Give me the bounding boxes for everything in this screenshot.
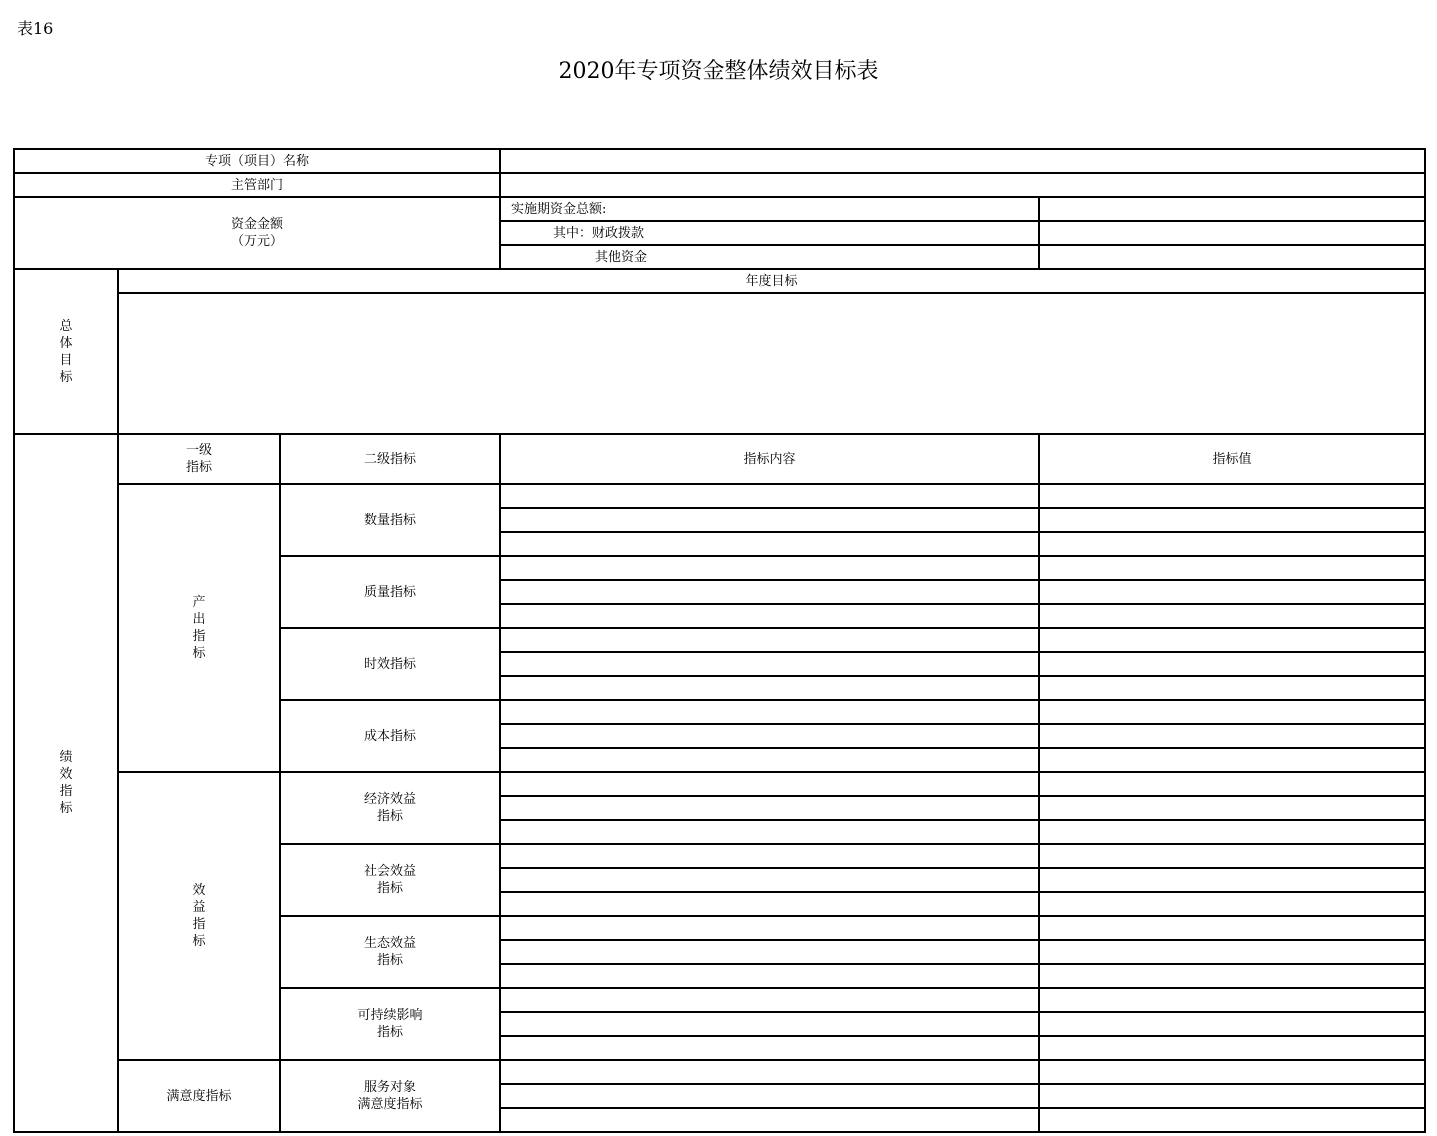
- indicator-value-cell[interactable]: [1039, 676, 1425, 700]
- department-label: 主管部门: [14, 173, 500, 197]
- performance-indicator-label: [14, 434, 118, 1132]
- level1-indicator-text: 益: [192, 900, 206, 915]
- indicator-value-cell[interactable]: [1039, 892, 1425, 916]
- level2-indicator-text: 满意度指标: [357, 1097, 423, 1112]
- level1-indicator-text: 标: [192, 934, 206, 949]
- indicator-value-cell[interactable]: [1039, 1012, 1425, 1036]
- indicator-content-cell[interactable]: [500, 1036, 1039, 1060]
- fund-total-label: [500, 197, 1039, 221]
- level2-indicator-text: 成本指标: [364, 728, 417, 744]
- indicator-value-cell[interactable]: [1039, 508, 1425, 532]
- indicator-content-cell[interactable]: [500, 508, 1039, 532]
- level2-indicator: [280, 628, 500, 700]
- indicator-value-cell[interactable]: [1039, 556, 1425, 580]
- fund-amount-title: 资金金额: [231, 217, 284, 232]
- indicator-content-cell[interactable]: [500, 628, 1039, 652]
- level2-indicator-text: 质量指标: [364, 584, 417, 600]
- department-field[interactable]: [500, 173, 1425, 197]
- indicator-value-cell[interactable]: [1039, 532, 1425, 556]
- level2-indicator-text: 数量指标: [364, 512, 417, 528]
- project-name-field[interactable]: [500, 149, 1425, 173]
- level1-indicator-text: 指: [192, 629, 206, 644]
- indicator-content-cell[interactable]: [500, 1108, 1039, 1132]
- fund-other-field[interactable]: [1039, 245, 1425, 269]
- level2-indicator-text: 指标: [377, 809, 404, 824]
- indicator-value-cell[interactable]: [1039, 628, 1425, 652]
- indicator-content-cell[interactable]: [500, 868, 1039, 892]
- annual-goal-field[interactable]: [118, 293, 1425, 434]
- level2-indicator-text: 时效指标: [364, 656, 417, 672]
- level2-indicator-text: 服务对象: [364, 1080, 417, 1095]
- level2-indicator: [280, 844, 500, 916]
- indicator-value-cell[interactable]: [1039, 820, 1425, 844]
- indicator-value-cell[interactable]: [1039, 988, 1425, 1012]
- annual-goal-label: 年度目标: [118, 269, 1425, 293]
- level2-indicator-text: 指标: [377, 1025, 404, 1040]
- level1-header-line: 一级: [185, 443, 212, 458]
- content-header: 指标内容: [500, 434, 1039, 484]
- table-number: 表16: [17, 19, 54, 38]
- indicator-content-cell[interactable]: [500, 1060, 1039, 1084]
- indicator-content-cell[interactable]: [500, 964, 1039, 988]
- level1-indicator-text: 标: [192, 646, 206, 661]
- overall-goal-char: 体: [59, 335, 73, 351]
- indicator-value-cell[interactable]: [1039, 916, 1425, 940]
- level2-indicator-text: 生态效益: [364, 936, 417, 951]
- level1-header-line: 指标: [185, 460, 212, 475]
- indicator-content-cell[interactable]: [500, 988, 1039, 1012]
- page-title: 2020年专项资金整体绩效目标表: [558, 59, 879, 84]
- indicator-value-cell[interactable]: [1039, 580, 1425, 604]
- indicator-value-cell[interactable]: [1039, 724, 1425, 748]
- indicator-content-cell[interactable]: [500, 1084, 1039, 1108]
- level2-indicator: [280, 916, 500, 988]
- indicator-content-cell[interactable]: [500, 556, 1039, 580]
- fund-fiscal-field[interactable]: [1039, 221, 1425, 245]
- indicator-content-cell[interactable]: [500, 532, 1039, 556]
- indicator-value-cell[interactable]: [1039, 1108, 1425, 1132]
- indicator-content-cell[interactable]: [500, 820, 1039, 844]
- indicator-content-cell[interactable]: [500, 940, 1039, 964]
- fund-other-label: [500, 245, 1039, 269]
- indicator-value-cell[interactable]: [1039, 1036, 1425, 1060]
- fund-amount-label: [14, 197, 500, 269]
- indicator-value-cell[interactable]: [1039, 652, 1425, 676]
- performance-goal-table: [13, 148, 1426, 1133]
- indicator-value-cell[interactable]: [1039, 1060, 1425, 1084]
- level2-indicator: [280, 988, 500, 1060]
- indicator-value-cell[interactable]: [1039, 1084, 1425, 1108]
- level2-header: 二级指标: [280, 434, 500, 484]
- overall-goal-label: [14, 269, 118, 434]
- overall-goal-char: 目: [59, 352, 73, 368]
- indicator-content-cell[interactable]: [500, 676, 1039, 700]
- indicator-content-cell[interactable]: [500, 796, 1039, 820]
- project-name-label: 专项（项目）名称: [14, 149, 500, 173]
- indicator-content-cell[interactable]: [500, 892, 1039, 916]
- indicator-content-cell[interactable]: [500, 580, 1039, 604]
- level1-indicator: [118, 1060, 280, 1132]
- value-header: 指标值: [1039, 434, 1425, 484]
- fund-fiscal-text: 其中：财政拨款: [553, 225, 645, 241]
- level2-indicator: [280, 700, 500, 772]
- indicator-content-cell[interactable]: [500, 1012, 1039, 1036]
- level2-indicator-text: 社会效益: [364, 864, 417, 879]
- level2-indicator-text: 指标: [377, 881, 404, 896]
- level1-indicator: [118, 484, 280, 772]
- indicator-value-cell[interactable]: [1039, 796, 1425, 820]
- indicator-value-cell[interactable]: [1039, 604, 1425, 628]
- level2-indicator-text: 可持续影响: [357, 1008, 423, 1023]
- level2-indicator: [280, 772, 500, 844]
- fund-total-text: 实施期资金总额:: [511, 201, 607, 217]
- overall-goal-char: 总: [59, 318, 73, 334]
- level1-header: [118, 434, 280, 484]
- performance-indicator-char: 标: [59, 801, 73, 816]
- indicator-content-cell[interactable]: [500, 604, 1039, 628]
- fund-amount-unit: （万元）: [231, 234, 284, 249]
- indicator-content-cell[interactable]: [500, 748, 1039, 772]
- level1-indicator-text: 满意度指标: [166, 1088, 232, 1104]
- level2-indicator-text: 指标: [377, 953, 404, 968]
- indicator-content-cell[interactable]: [500, 652, 1039, 676]
- indicator-content-cell[interactable]: [500, 700, 1039, 724]
- indicator-content-cell[interactable]: [500, 484, 1039, 508]
- indicator-content-cell[interactable]: [500, 772, 1039, 796]
- indicator-content-cell[interactable]: [500, 916, 1039, 940]
- level1-indicator-text: 出: [192, 612, 206, 627]
- level1-indicator-text: 效: [192, 883, 206, 898]
- indicator-content-cell[interactable]: [500, 724, 1039, 748]
- indicator-content-cell[interactable]: [500, 844, 1039, 868]
- indicator-value-cell[interactable]: [1039, 868, 1425, 892]
- indicator-value-cell[interactable]: [1039, 484, 1425, 508]
- level2-indicator-text: 经济效益: [364, 792, 417, 807]
- indicator-value-cell[interactable]: [1039, 940, 1425, 964]
- level1-indicator: [118, 772, 280, 1060]
- level2-indicator: [280, 556, 500, 628]
- level2-indicator: [280, 484, 500, 556]
- performance-indicator-char: 指: [59, 784, 73, 799]
- performance-indicator-char: 效: [59, 767, 73, 782]
- level1-indicator-text: 产: [192, 595, 206, 610]
- level1-indicator-text: 指: [192, 917, 206, 932]
- indicator-value-cell[interactable]: [1039, 964, 1425, 988]
- indicator-value-cell[interactable]: [1039, 772, 1425, 796]
- fund-fiscal-label: [500, 221, 1039, 245]
- performance-indicator-char: 绩: [59, 750, 73, 765]
- fund-other-text: 其他资金: [595, 249, 648, 265]
- indicator-value-cell[interactable]: [1039, 700, 1425, 724]
- indicator-value-cell[interactable]: [1039, 748, 1425, 772]
- overall-goal-char: 标: [59, 369, 73, 385]
- fund-total-field[interactable]: [1039, 197, 1425, 221]
- indicator-value-cell[interactable]: [1039, 844, 1425, 868]
- level2-indicator: [280, 1060, 500, 1132]
